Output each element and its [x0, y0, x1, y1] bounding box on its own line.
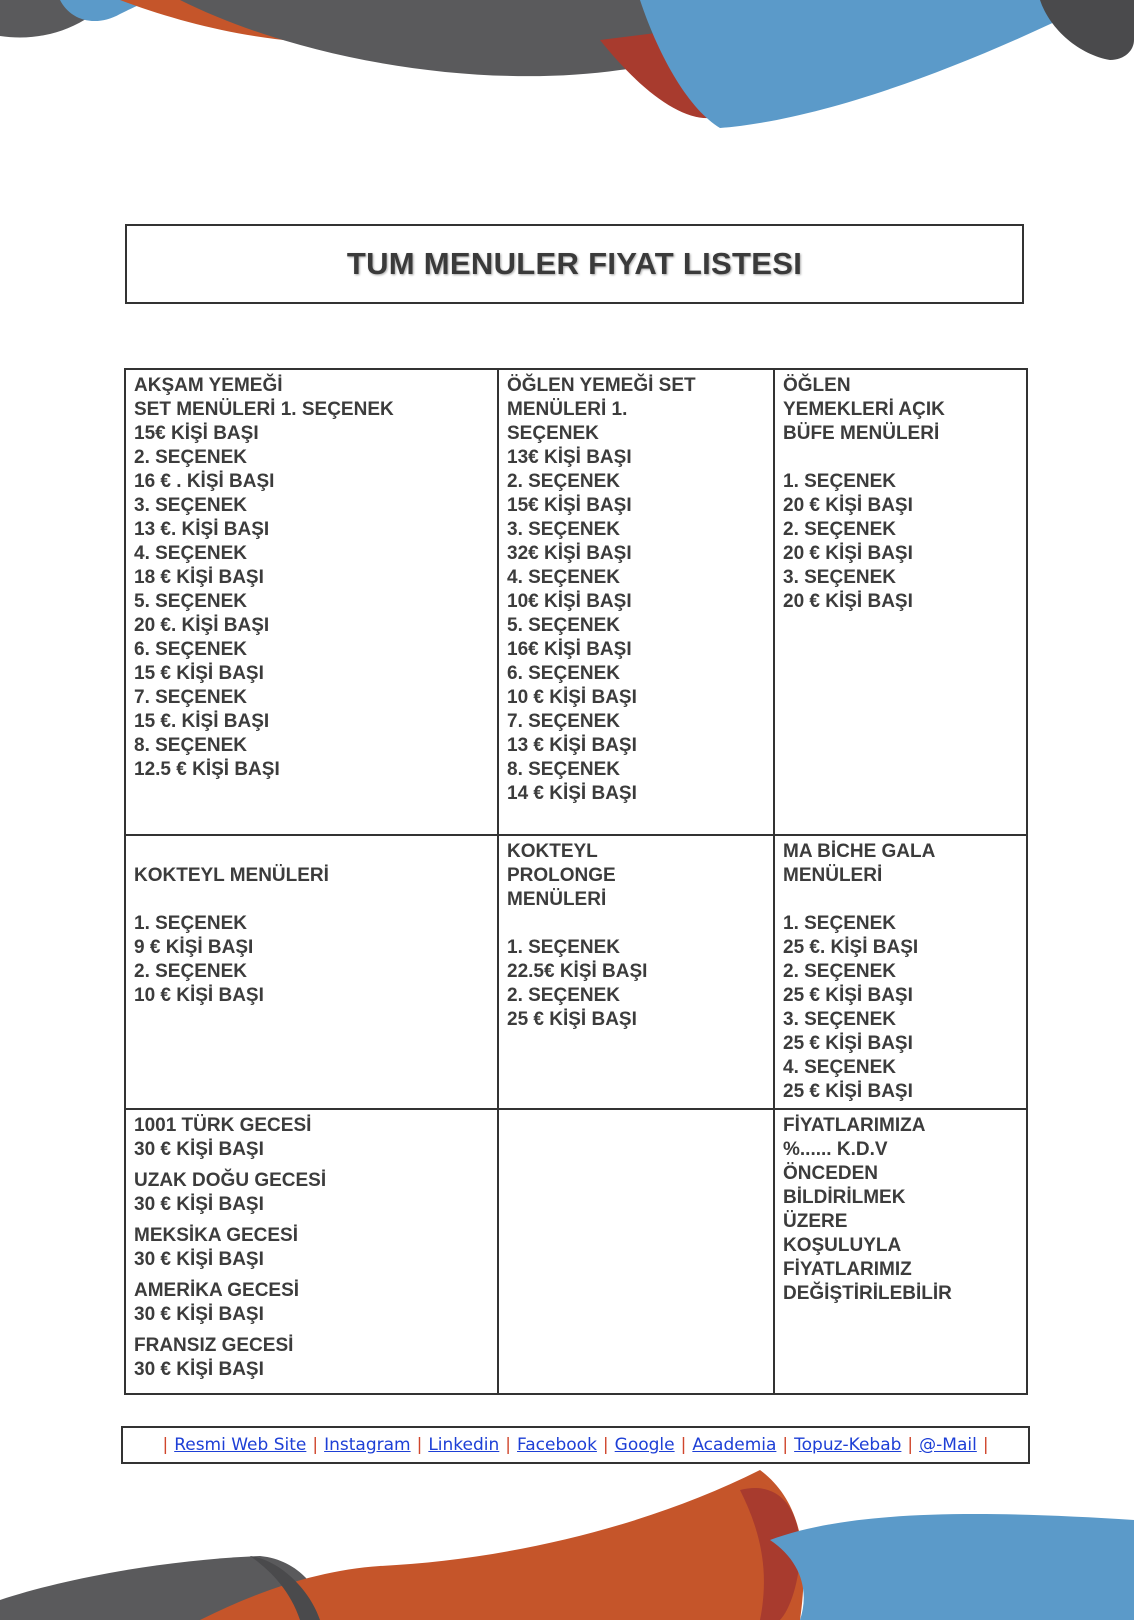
aksam-yemegi-cell — [125, 369, 498, 835]
list-item: 2. SEÇENEK — [783, 519, 896, 540]
link-academia[interactable]: Academia — [692, 1435, 777, 1455]
list-item — [134, 1334, 489, 1382]
separator: | — [782, 1435, 789, 1455]
note-line: %...... K.D.V — [783, 1139, 888, 1160]
list-item: 10 € KİŞİ BAŞI — [507, 687, 637, 708]
cell-heading: MA BİCHE GALA — [783, 841, 936, 862]
list-item: 7. SEÇENEK — [507, 711, 620, 732]
cell-heading: PROLONGE — [507, 865, 616, 886]
acik-bufe-cell — [774, 369, 1027, 835]
list-item: 2. SEÇENEK — [507, 985, 620, 1006]
link-instagram[interactable]: Instagram — [324, 1435, 411, 1455]
night-price: 30 € KİŞİ BAŞI — [134, 1304, 264, 1325]
night-price: 30 € KİŞİ BAŞI — [134, 1249, 264, 1270]
list-item: 25 € KİŞİ BAŞI — [783, 1033, 913, 1054]
spacer — [783, 446, 1018, 470]
list-item: 3. SEÇENEK — [134, 495, 247, 516]
list-item: 14 € KİŞİ BAŞI — [507, 783, 637, 804]
list-item: 12.5 € KİŞİ BAŞI — [134, 759, 280, 780]
table-row — [125, 835, 1027, 1109]
page-title: TUM MENULER FIYAT LISTESI — [346, 246, 803, 281]
spacer — [783, 888, 1018, 912]
list-item: 13€ KİŞİ BAŞI — [507, 447, 632, 468]
list-item: 22.5€ KİŞİ BAŞI — [507, 961, 648, 982]
list-item: 15€ KİŞİ BAŞI — [134, 423, 259, 444]
table-row — [125, 369, 1027, 835]
list-item: 1. SEÇENEK — [507, 937, 620, 958]
oglen-set-cell — [498, 369, 774, 835]
list-item — [134, 1114, 489, 1162]
list-item: SET MENÜLERİ 1. SEÇENEK — [134, 399, 394, 420]
list-item: 3. SEÇENEK — [507, 519, 620, 540]
list-item: 25 € KİŞİ BAŞI — [507, 1009, 637, 1030]
list-item: 6. SEÇENEK — [507, 663, 620, 684]
list-item: 10€ KİŞİ BAŞI — [507, 591, 632, 612]
list-item: 4. SEÇENEK — [783, 1057, 896, 1078]
list-item: 1. SEÇENEK — [783, 471, 896, 492]
list-item: 2. SEÇENEK — [134, 961, 247, 982]
list-item: 15 € KİŞİ BAŞI — [134, 663, 264, 684]
night-name: AMERİKA GECESİ — [134, 1280, 300, 1301]
empty-cell — [498, 1109, 774, 1394]
list-item: 20 € KİŞİ BAŞI — [783, 543, 913, 564]
list-item: 8. SEÇENEK — [134, 735, 247, 756]
bottom-decorative-banner — [0, 1470, 1134, 1620]
spacer — [507, 912, 765, 936]
list-item: 25 €. KİŞİ BAŞI — [783, 937, 919, 958]
list-item — [134, 1169, 489, 1217]
night-name: UZAK DOĞU GECESİ — [134, 1170, 327, 1191]
list-item: 18 € KİŞİ BAŞI — [134, 567, 264, 588]
top-decorative-banner — [0, 0, 1134, 140]
separator: | — [505, 1435, 512, 1455]
list-item — [134, 1224, 489, 1272]
gala-cell — [774, 835, 1027, 1109]
cell-heading: MENÜLERİ — [783, 865, 883, 886]
list-item: 3. SEÇENEK — [783, 1009, 896, 1030]
theme-nights-cell — [125, 1109, 498, 1394]
list-item: 5. SEÇENEK — [134, 591, 247, 612]
vat-note-cell — [774, 1109, 1027, 1394]
night-price: 30 € KİŞİ BAŞI — [134, 1359, 264, 1380]
list-item: 3. SEÇENEK — [783, 567, 896, 588]
note-line: FİYATLARIMIZ — [783, 1259, 912, 1280]
list-item: ÖĞLEN YEMEĞİ SET — [507, 375, 696, 396]
cell-heading: ÖĞLEN — [783, 375, 851, 396]
night-name: MEKSİKA GECESİ — [134, 1225, 298, 1246]
list-item: 32€ KİŞİ BAŞI — [507, 543, 632, 564]
link-topuz-kebab[interactable]: Topuz-Kebab — [794, 1435, 902, 1455]
cell-heading: BÜFE MENÜLERİ — [783, 423, 940, 444]
list-item: 16€ KİŞİ BAŞI — [507, 639, 632, 660]
title-box — [125, 224, 1024, 304]
spacer — [134, 888, 489, 912]
list-item: 7. SEÇENEK — [134, 687, 247, 708]
list-item: 20 €. KİŞİ BAŞI — [134, 615, 270, 636]
list-item: 4. SEÇENEK — [134, 543, 247, 564]
list-item: 13 € KİŞİ BAŞI — [507, 735, 637, 756]
link-facebook[interactable]: Facebook — [517, 1435, 597, 1455]
list-item: 15 €. KİŞİ BAŞI — [134, 711, 270, 732]
link-google[interactable]: Google — [614, 1435, 675, 1455]
separator: | — [602, 1435, 609, 1455]
list-item: 20 € KİŞİ BAŞI — [783, 591, 913, 612]
note-line: ÖNCEDEN — [783, 1163, 879, 1184]
list-item: 25 € KİŞİ BAŞI — [783, 1081, 913, 1102]
link-email[interactable]: @-Mail — [919, 1435, 977, 1455]
list-item: 2. SEÇENEK — [783, 961, 896, 982]
list-item: 2. SEÇENEK — [507, 471, 620, 492]
list-item: SEÇENEK — [507, 423, 599, 444]
kokteyl-cell — [125, 835, 498, 1109]
cell-heading: KOKTEYL MENÜLERİ — [134, 865, 329, 886]
list-item: 9 € KİŞİ BAŞI — [134, 937, 254, 958]
list-item: 13 €. KİŞİ BAŞI — [134, 519, 270, 540]
footer-links-bar — [121, 1426, 1030, 1464]
night-name: FRANSIZ GECESİ — [134, 1335, 294, 1356]
note-line: KOŞULUYLA — [783, 1235, 902, 1256]
list-item: 5. SEÇENEK — [507, 615, 620, 636]
list-item: 1. SEÇENEK — [783, 913, 896, 934]
table-row — [125, 1109, 1027, 1394]
list-item: MENÜLERİ 1. — [507, 399, 628, 420]
separator: | — [416, 1435, 423, 1455]
list-item — [134, 1279, 489, 1327]
cell-heading: KOKTEYL — [507, 841, 598, 862]
list-item: 2. SEÇENEK — [134, 447, 247, 468]
cell-heading: MENÜLERİ — [507, 889, 607, 910]
spacer — [134, 840, 489, 864]
kokteyl-prolonge-cell — [498, 835, 774, 1109]
menu-price-table — [124, 368, 1028, 1395]
separator: | — [907, 1435, 914, 1455]
link-linkedin[interactable]: Linkedin — [428, 1435, 500, 1455]
list-item: 6. SEÇENEK — [134, 639, 247, 660]
list-item: 25 € KİŞİ BAŞI — [783, 985, 913, 1006]
note-line: FİYATLARIMIZA — [783, 1115, 926, 1136]
note-line: ÜZERE — [783, 1211, 848, 1232]
note-line: BİLDİRİLMEK — [783, 1187, 906, 1208]
list-item: 16 € . KİŞİ BAŞI — [134, 471, 275, 492]
list-item: 15€ KİŞİ BAŞI — [507, 495, 632, 516]
separator: | — [312, 1435, 319, 1455]
night-name: 1001 TÜRK GECESİ — [134, 1115, 312, 1136]
separator: | — [982, 1435, 989, 1455]
separator: | — [680, 1435, 687, 1455]
list-item: 8. SEÇENEK — [507, 759, 620, 780]
night-price: 30 € KİŞİ BAŞI — [134, 1139, 264, 1160]
list-item: 1. SEÇENEK — [134, 913, 247, 934]
separator: | — [162, 1435, 169, 1455]
cell-heading: YEMEKLERİ AÇIK — [783, 399, 945, 420]
list-item: 10 € KİŞİ BAŞI — [134, 985, 264, 1006]
list-item: 20 € KİŞİ BAŞI — [783, 495, 913, 516]
list-item: AKŞAM YEMEĞİ — [134, 375, 283, 396]
link-official-website[interactable]: Resmi Web Site — [174, 1435, 307, 1455]
list-item: 4. SEÇENEK — [507, 567, 620, 588]
note-line: DEĞİŞTİRİLEBİLİR — [783, 1283, 952, 1304]
night-price: 30 € KİŞİ BAŞI — [134, 1194, 264, 1215]
